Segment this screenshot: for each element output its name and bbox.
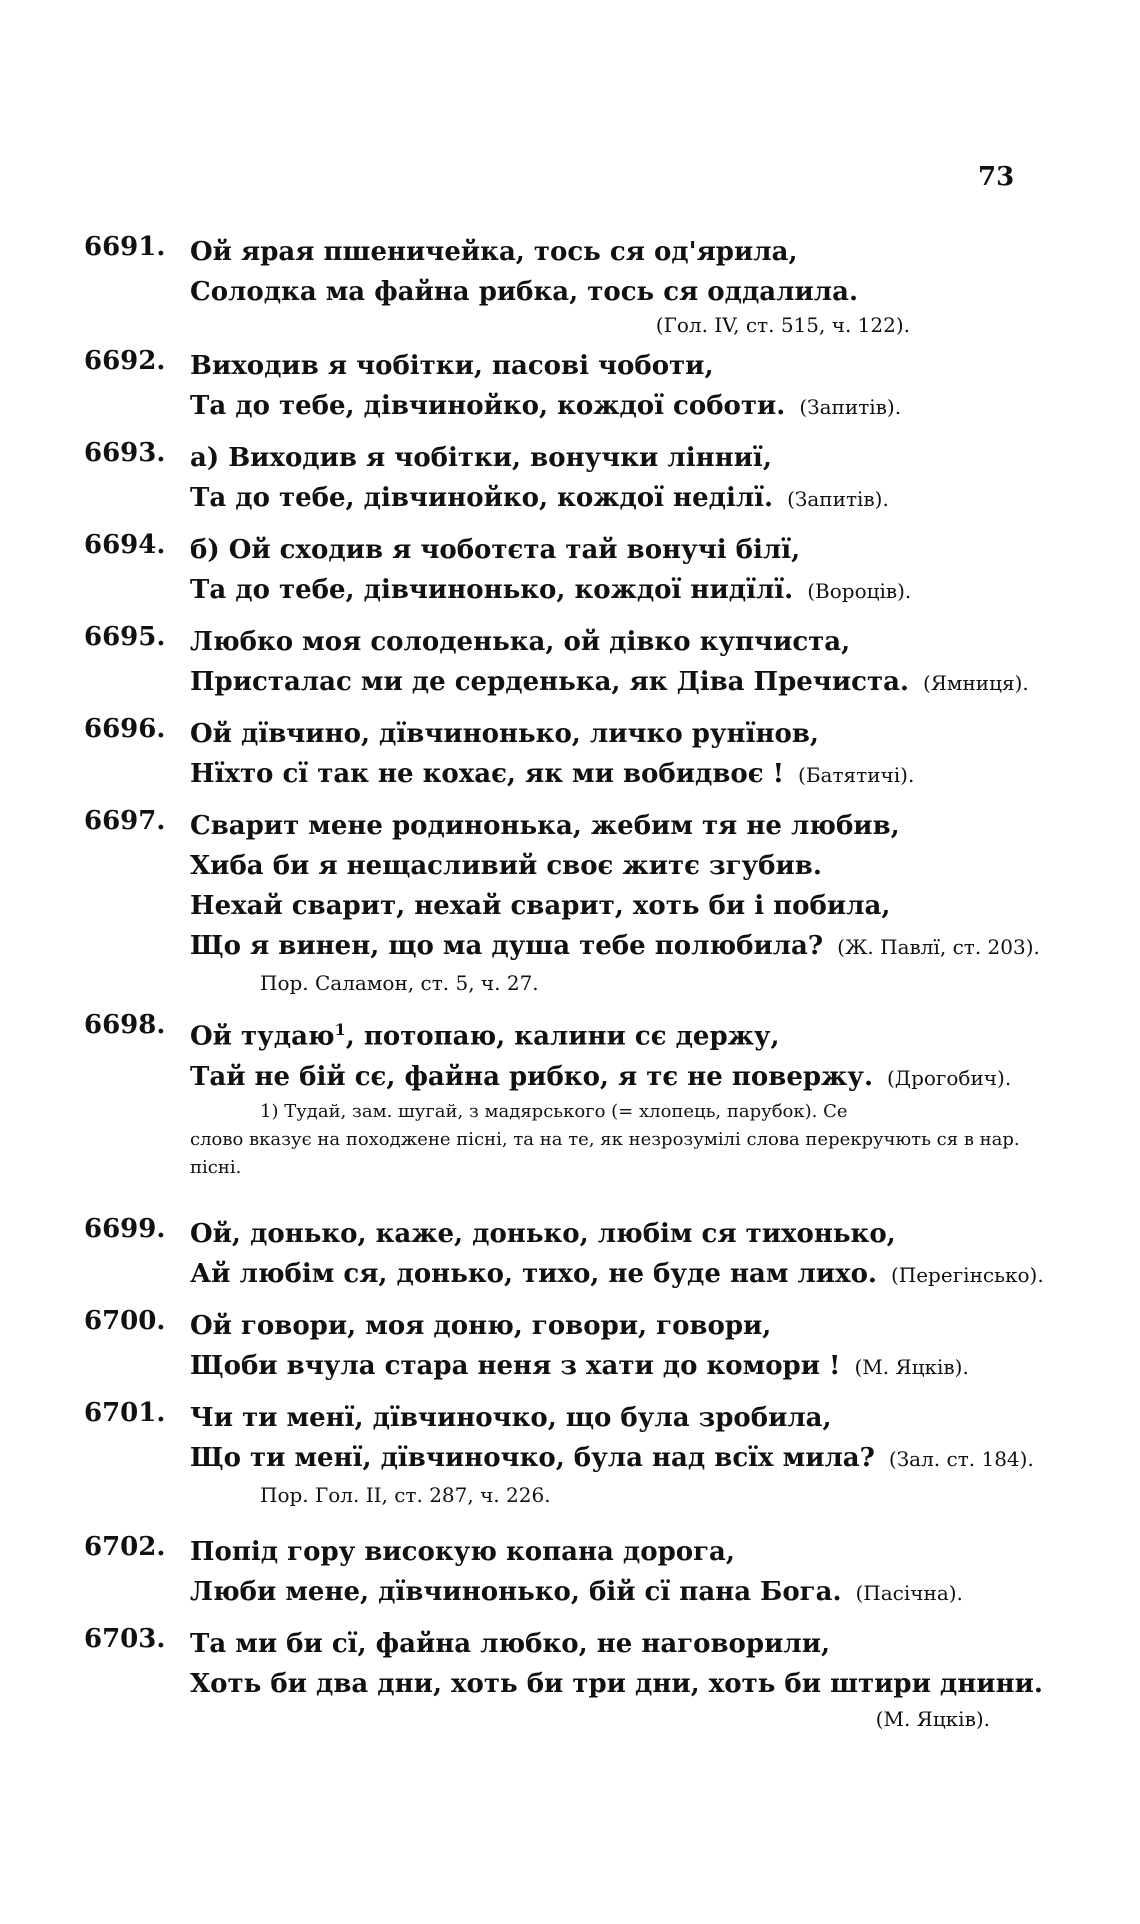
verse-entry [0, 530, 1140, 605]
verse-line: Щоби вчула стара неня з хати до комори ! [190, 1351, 841, 1381]
verse-line: Виходив я чобітки, пасові чоботи, [190, 351, 714, 381]
verse-number: 6693. [84, 438, 166, 468]
verse-line: Ай любім ся, донько, тихо, не буде нам лихо. [190, 1259, 877, 1289]
verse-line-rest: , потопаю, калини сє держу, [345, 1021, 780, 1052]
verse-source: (Перегінсько). [890, 1263, 1044, 1287]
footnote-rest: слово вказує на походжене пісні, та на те, як незрозумілі слова перекручють ся в нар. пісні. [190, 1128, 1020, 1178]
verse-line: Та до тебе, дівчинойко, кождої неділї. [190, 483, 774, 513]
verse-line: Солодка ма файна рибка, тось ся оддалила. [190, 277, 859, 307]
verse-entry [0, 1214, 1140, 1289]
verse-source: (Вороців). [807, 579, 912, 603]
verse-number: 6692. [84, 346, 166, 376]
verse-entry [0, 1398, 1140, 1512]
verse-number: 6694. [84, 530, 166, 560]
verse-line: Хиба би я нещасливий своє житє згубив. [190, 851, 822, 881]
verse-source: (Гол. IV, ст. 515, ч. 122). [655, 313, 910, 337]
verse-line: а) Виходив я чобітки, вонучки лінниї, [190, 443, 772, 473]
verse-number: 6697. [84, 806, 166, 836]
cross-reference: Пор. Гол. II, ст. 287, ч. 226. [260, 1483, 551, 1507]
verse-number: 6700. [84, 1306, 166, 1336]
verse-entry [0, 438, 1140, 513]
verse-line: Сварит мене родинонька, жебим тя не любив, [190, 811, 900, 841]
verse-source: (Ямниця). [922, 671, 1029, 695]
verse-line: Присталас ми де серденька, як Діва Пречиста. [190, 667, 909, 697]
verse-list [0, 232, 1140, 1758]
verse-line: Хоть би два дни, хоть би три дни, хоть би штири днини. [190, 1669, 1043, 1699]
verse-number: 6702. [84, 1532, 166, 1562]
footnote-first-line: 1) Тудай, зам. шугай, з мадярського (= хлопець, парубок). Се [260, 1100, 848, 1122]
verse-line: Нїхто сї так не кохає, як ми вобидвоє ! [190, 759, 785, 789]
verse-line: Чи ти менї, дївчиночко, що була зробила, [190, 1403, 832, 1433]
verse-entry [0, 714, 1140, 789]
verse-source: (Пасічна). [855, 1581, 963, 1605]
verse-line: Що ти менї, дївчиночко, була над всїх мила? [190, 1443, 875, 1473]
verse-source: (Запитів). [799, 395, 902, 419]
verse-line: б) Ой сходив я чоботєта тай вонучі білї, [190, 535, 801, 565]
footnote-marker: 1 [334, 1020, 346, 1039]
verse-line: Ой тудаю [190, 1021, 335, 1052]
verse-line: Попід гору високую копана дорога, [190, 1537, 735, 1567]
verse-line: Нехай сварит, нехай сварит, хоть би і побила, [190, 891, 891, 921]
verse-entry [0, 1306, 1140, 1381]
verse-number: 6699. [84, 1214, 166, 1244]
verse-entry [0, 1624, 1140, 1738]
verse-number: 6695. [84, 622, 166, 652]
verse-line: Люби мене, дївчинонько, бій сї пана Бога. [190, 1577, 842, 1607]
verse-entry [0, 1010, 1140, 1194]
verse-entry [0, 232, 1140, 307]
verse-source: (М. Яцків). [875, 1707, 990, 1731]
verse-number: 6698. [84, 1010, 166, 1040]
verse-entry [0, 346, 1140, 421]
verse-line: Ой ярая пшеничейка, тось ся од'ярила, [190, 237, 798, 267]
verse-entry [0, 806, 1140, 995]
verse-source: (Зал. ст. 184). [888, 1447, 1034, 1471]
verse-line: Любко моя солоденька, ой дівко купчиста, [190, 627, 851, 657]
verse-line: Тай не бій сє, файна рибко, я тє не повержу. [190, 1061, 873, 1092]
verse-number: 6701. [84, 1398, 166, 1428]
verse-entry [0, 1532, 1140, 1607]
verse-source: (Дрогобич). [887, 1065, 1012, 1090]
verse-source: (Запитів). [787, 487, 889, 511]
verse-number: 6703. [84, 1624, 166, 1654]
verse-line: Ой, донько, каже, донько, любім ся тихонько, [190, 1219, 896, 1249]
verse-line: Ой говори, моя доню, говори, говори, [190, 1311, 772, 1341]
verse-entry [0, 622, 1140, 697]
footnote [190, 1098, 1020, 1182]
page-number: 73 [978, 162, 1015, 192]
verse-line: Та ми би сї, файна любко, не наговорили, [190, 1629, 831, 1659]
verse-number: 6691. [84, 232, 166, 262]
verse-source: (М. Яцків). [854, 1355, 969, 1379]
verse-line: Та до тебе, дівчинойко, кождої соботи. [190, 391, 786, 421]
cross-reference: Пор. Саламон, ст. 5, ч. 27. [260, 971, 539, 995]
verse-source: (Ж. Павлї, ст. 203). [837, 935, 1040, 959]
verse-line: Що я винен, що ма душа тебе полюбила? [190, 931, 824, 961]
verse-source: (Батятичі). [798, 763, 915, 787]
verse-line: Та до тебе, дівчинонько, кождої нидїлї. [190, 575, 794, 605]
verse-number: 6696. [84, 714, 166, 744]
verse-line: Ой дївчино, дївчинонько, личко рунїнов, [190, 719, 819, 749]
